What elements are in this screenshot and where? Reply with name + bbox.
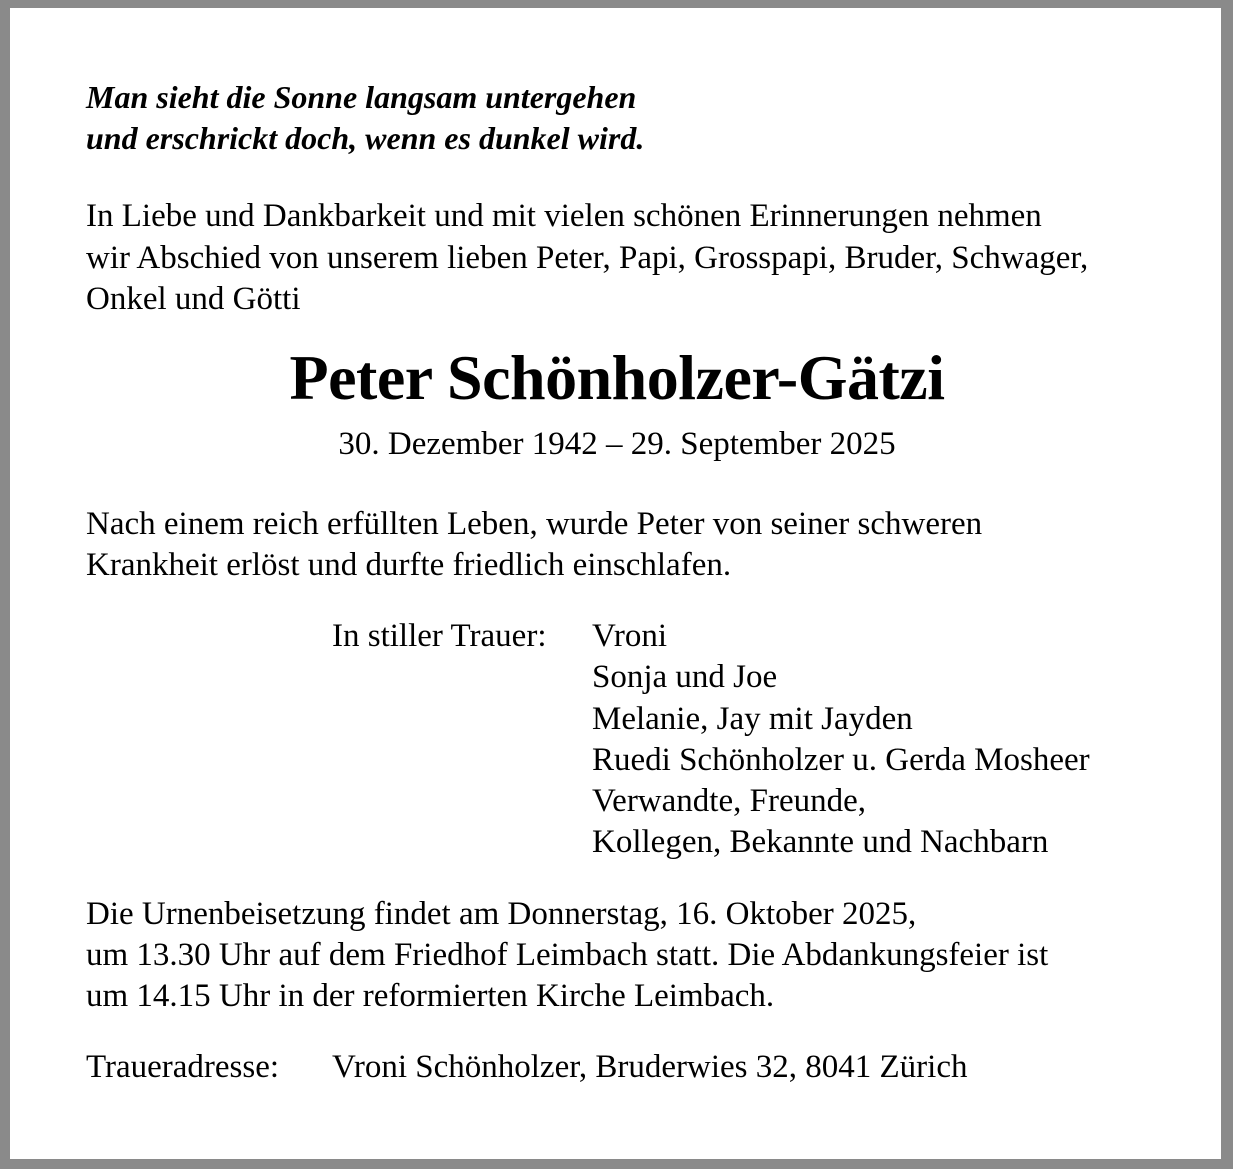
ceremony-line-3: um 14.15 Uhr in der reformierten Kirche Leimbach.	[86, 978, 775, 1014]
mourner-name: Melanie, Jay mit Jayden	[592, 701, 913, 737]
motto-line-2: und erschrickt doch, wenn es dunkel wird.	[86, 120, 645, 156]
motto-line-1: Man sieht die Sonne langsam untergehen	[86, 79, 637, 115]
intro-line-2: wir Abschied von unserem lieben Peter, Papi, Grosspapi, Bruder, Schwager,	[86, 240, 1089, 276]
intro-line-1: In Liebe und Dankbarkeit und mit vielen schönen Erinnerungen nehmen	[86, 198, 1042, 234]
mourner-name: Verwandte, Freunde,	[592, 783, 866, 819]
ceremony-line-1: Die Urnenbeisetzung findet am Donnerstag, 16. Oktober 2025,	[86, 896, 917, 932]
mourner-name: Ruedi Schönholzer u. Gerda Mosheer	[592, 742, 1090, 778]
mourner-name: Sonja und Joe	[592, 659, 778, 695]
deceased-name: Peter Schönholzer-Gätzi	[289, 342, 945, 413]
ceremony-line-2: um 13.30 Uhr auf dem Friedhof Leimbach statt. Die Abdankungsfeier ist	[86, 937, 1049, 973]
mourner-name: Vroni	[592, 618, 668, 654]
mourner-name: Kollegen, Bekannte und Nachbarn	[592, 824, 1049, 860]
address-label: Traueradresse:	[86, 1049, 280, 1085]
intro-line-3: Onkel und Götti	[86, 281, 301, 317]
passage-line-2: Krankheit erlöst und durfte friedlich einschlafen.	[86, 547, 732, 583]
address-value: Vroni Schönholzer, Bruderwies 32, 8041 Zürich	[332, 1049, 968, 1085]
passage-line-1: Nach einem reich erfüllten Leben, wurde Peter von seiner schweren	[86, 506, 983, 542]
life-dates: 30. Dezember 1942 – 29. September 2025	[338, 426, 896, 462]
mourning-label: In stiller Trauer:	[332, 618, 547, 654]
